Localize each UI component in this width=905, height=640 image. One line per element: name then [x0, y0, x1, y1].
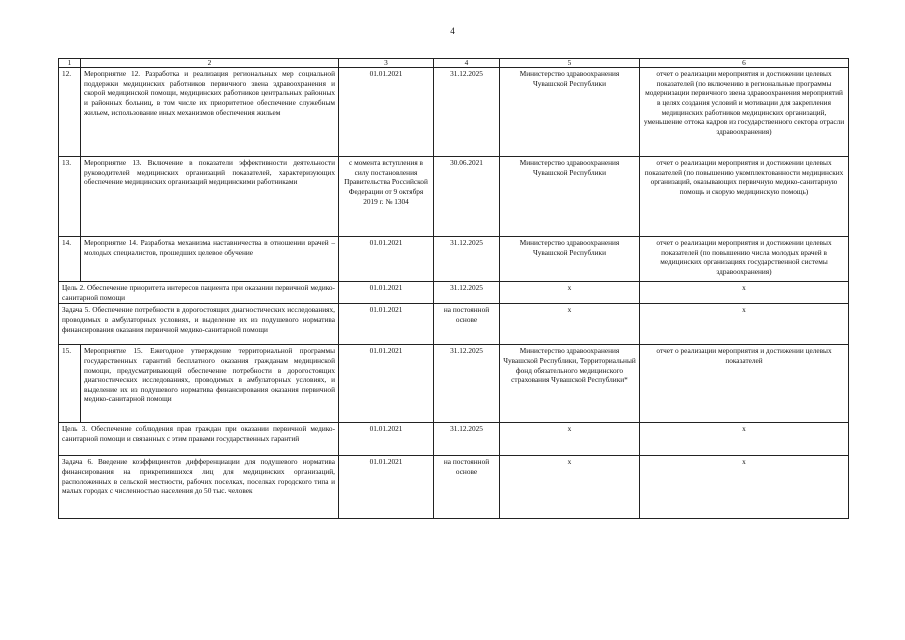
end-date-cell: 31.12.2025 [434, 68, 500, 157]
plan-table [58, 58, 849, 519]
executor-cell: х [500, 304, 640, 345]
start-date-cell: 01.01.2021 [339, 68, 434, 157]
page-number: 4 [450, 26, 455, 36]
table-row [59, 157, 849, 237]
task-cell: Задача 5. Обеспечение потребности в дорогостоящих диагностических исследованиях, проводимых в амбулаторных условиях, и выделение их из подушевого норматива финансирования оказания первичной медико-санитарной помощи [59, 304, 339, 345]
start-date-cell: с момента вступления в силу постановления Правительства Российской Федерации от 9 октября 2019 г. № 1304 [339, 157, 434, 237]
executor-cell: х [500, 423, 640, 456]
start-date-cell: 01.01.2021 [339, 345, 434, 423]
goal-cell: Цель 2. Обеспечение приоритета интересов пациента при оказании первичной медико-санитарной помощи [59, 282, 339, 304]
header-cell: 4 [434, 59, 500, 68]
end-date-cell: 31.12.2025 [434, 423, 500, 456]
end-date-cell: 30.06.2021 [434, 157, 500, 237]
result-cell: х [640, 456, 849, 519]
executor-cell: Министерство здравоохранения Чувашской Республики [500, 237, 640, 282]
start-date-cell: 01.01.2021 [339, 304, 434, 345]
result-cell: х [640, 304, 849, 345]
executor-cell: х [500, 456, 640, 519]
executor-cell: Министерство здравоохранения Чувашской Республики [500, 68, 640, 157]
activity-cell: Мероприятие 12. Разработка и реализация региональных мер социальной поддержки медицинских работников первичного звена здравоохранения и скорой медицинской помощи, медицинских работников центральных районных и районных больниц, в том числе их приоритетное обеспечение служебным жильем, использование иных механизмов обеспечения жильем [81, 68, 339, 157]
table-row [59, 68, 849, 157]
task-cell: Задача 6. Введение коэффициентов дифференциации для подушевого норматива финансирования на прикрепившихся лиц для медицинских организаций, расположенных в сельской местности, рабочих поселках, поселках городского типа и малых городах с численностью населения до 50 тыс. человек [59, 456, 339, 519]
task-row [59, 456, 849, 519]
row-number: 13. [59, 157, 81, 237]
start-date-cell: 01.01.2021 [339, 237, 434, 282]
result-cell: х [640, 423, 849, 456]
result-cell: отчет о реализации мероприятия и достижении целевых показателей [640, 345, 849, 423]
row-number: 15. [59, 345, 81, 423]
table-header-row [59, 59, 849, 68]
start-date-cell: 01.01.2021 [339, 456, 434, 519]
table-row [59, 345, 849, 423]
result-cell: отчет о реализации мероприятия и достижении целевых показателей (по повышению числа молодых врачей в медицинских организациях государственной системы здравоохранения) [640, 237, 849, 282]
row-number: 14. [59, 237, 81, 282]
header-cell: 1 [59, 59, 81, 68]
end-date-cell: 31.12.2025 [434, 237, 500, 282]
start-date-cell: 01.01.2021 [339, 423, 434, 456]
goal-cell: Цель 3. Обеспечение соблюдения прав граждан при оказании первичной медико-санитарной помощи и связанных с этим правами государственных гарантий [59, 423, 339, 456]
header-cell: 2 [81, 59, 339, 68]
result-cell: отчет о реализации мероприятия и достижении целевых показателей (по повышению укомплектованности медицинских организаций, оказывающих первичную медико-санитарную помощь и скорую медицинскую помощь) [640, 157, 849, 237]
result-cell: х [640, 282, 849, 304]
task-row [59, 304, 849, 345]
header-cell: 5 [500, 59, 640, 68]
end-date-cell: на постоянной основе [434, 304, 500, 345]
table-row [59, 237, 849, 282]
activity-cell: Мероприятие 15. Ежегодное утверждение территориальной программы государственных гарантий бесплатного оказания гражданам медицинской помощи, предусматривающей обеспечение потребности в дорогостоящих диагностических исследованиях, проводимых в амбулаторных условиях, и выделение их из подушевого норматива финансирования оказания первичной медико-санитарной помощи [81, 345, 339, 423]
executor-cell: Министерство здравоохранения Чувашской Республики [500, 157, 640, 237]
activity-cell: Мероприятие 14. Разработка механизма наставничества в отношении врачей – молодых специалистов, прошедших целевое обучение [81, 237, 339, 282]
end-date-cell: 31.12.2025 [434, 345, 500, 423]
goal-row [59, 423, 849, 456]
end-date-cell: 31.12.2025 [434, 282, 500, 304]
activity-cell: Мероприятие 13. Включение в показатели эффективности деятельности руководителей медицинских организаций показателей, характеризующих обеспечение медицинских организаций медицинскими работниками [81, 157, 339, 237]
executor-cell: х [500, 282, 640, 304]
row-number: 12. [59, 68, 81, 157]
header-cell: 6 [640, 59, 849, 68]
executor-cell: Министерство здравоохранения Чувашской Республики, Территориальный фонд обязательного медицинского страхования Чувашской Республики* [500, 345, 640, 423]
goal-row [59, 282, 849, 304]
start-date-cell: 01.01.2021 [339, 282, 434, 304]
header-cell: 3 [339, 59, 434, 68]
result-cell: отчет о реализации мероприятия и достижении целевых показателей (по включению в региональные программы модернизации первичного звена здравоохранения мероприятий в целях создания условий и мотивации для закрепления медицинских работников медицинских организаций, уменьшение оттока кадров из государственного сектора отрасли здравоохранения) [640, 68, 849, 157]
end-date-cell: на постоянной основе [434, 456, 500, 519]
